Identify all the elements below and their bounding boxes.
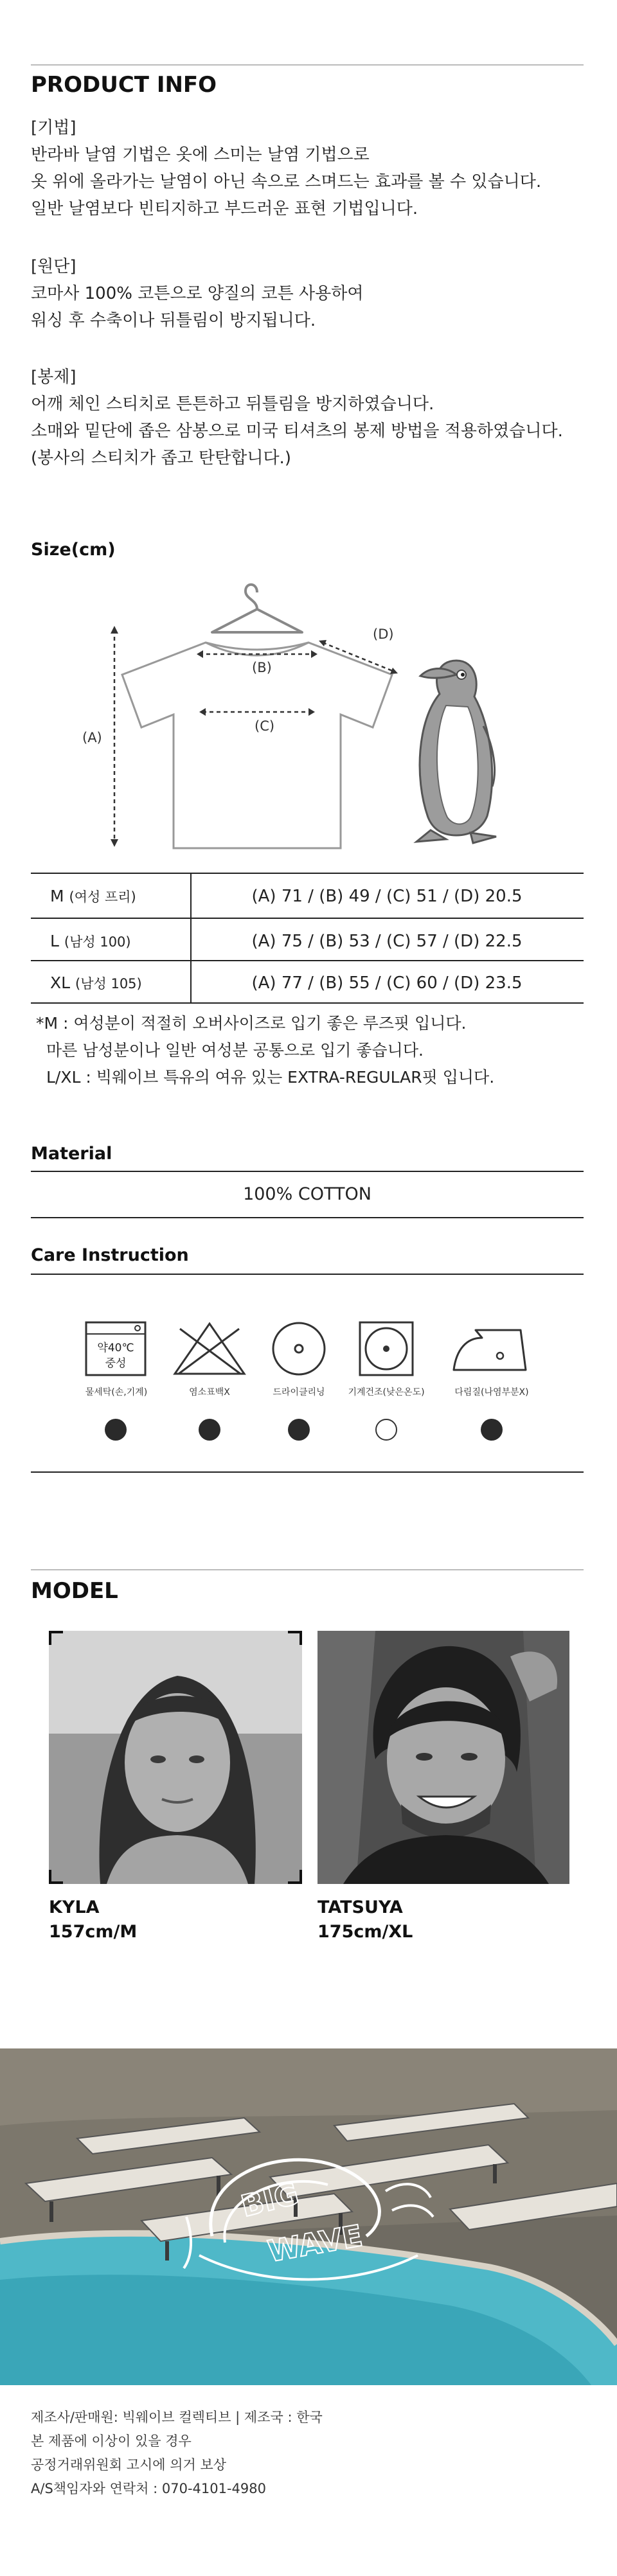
footer-contact: A/S책임자와 연락처 : 070-4101-4980 (31, 2481, 266, 2496)
size-name: L (50, 932, 59, 950)
model-name: TATSUYA (317, 1897, 403, 1917)
model-spec: 157cm/M (49, 1922, 138, 1942)
model-card-tatsuya (317, 1896, 413, 1944)
size-table-bottom-line (31, 1002, 584, 1004)
care-indicator-dot-empty (375, 1419, 397, 1441)
iron-icon (450, 1324, 533, 1375)
care-label: 드라이클리닝 (273, 1387, 325, 1398)
care-indicator-dot (481, 1419, 503, 1441)
top-divider (31, 64, 584, 66)
no-bleach-icon (171, 1320, 248, 1378)
technique-section (31, 114, 584, 222)
size-note: (남성 105) (75, 976, 142, 991)
care-label: 물세탁(손,기계) (85, 1387, 148, 1398)
size-note: (남성 100) (64, 934, 131, 950)
diagram-label-b: (B) (252, 660, 272, 675)
section-line: 워싱 후 수축이나 뒤틀림이 방지됩니다. (31, 311, 316, 330)
fabric-section (31, 253, 584, 334)
photo-frame-marks (49, 1631, 302, 1884)
size-row-divider (31, 960, 584, 961)
care-label: 염소표백X (189, 1387, 230, 1398)
diagram-label-a: (A) (82, 730, 102, 745)
section-heading: [원단] (31, 257, 76, 276)
size-row-m (31, 875, 584, 918)
size-row-divider (31, 918, 584, 919)
size-note-3: L/XL : 빅웨이브 특유의 여유 있는 EXTRA-REGULAR핏 입니다. (46, 1068, 495, 1087)
care-label: 기계건조(낮은온도) (348, 1387, 425, 1398)
size-row-l (31, 920, 584, 963)
footer-line: 공정거래위원회 고시에 의거 보상 (31, 2457, 227, 2473)
dry-clean-icon (270, 1320, 328, 1378)
care-title: Care Instruction (31, 1245, 189, 1265)
material-bottom-line (31, 1217, 584, 1218)
material-title: Material (31, 1144, 112, 1164)
model-divider (31, 1569, 584, 1570)
care-indicator-dot (288, 1419, 310, 1441)
section-line: 어깨 체인 스티치로 튼튼하고 뒤틀림을 방지하였습니다. (31, 395, 434, 414)
model-name: KYLA (49, 1897, 100, 1917)
tshirt-size-diagram (71, 578, 405, 855)
hanger-icon (212, 585, 302, 632)
diagram-label-c: (C) (255, 718, 275, 734)
sewing-section (31, 364, 584, 472)
section-line: 일반 날염보다 빈티지하고 부드러운 표현 기법입니다. (31, 199, 418, 218)
penguin-mascot-icon (411, 649, 501, 848)
size-note-1: *M : 여성분이 적절히 오버사이즈로 입기 좋은 루즈핏 입니다. (36, 1014, 467, 1033)
product-info-title: PRODUCT INFO (31, 72, 217, 98)
wash-icon-text: 약40℃ 중성 (97, 1342, 134, 1370)
svg-text:WAVE: WAVE (265, 2217, 365, 2269)
section-heading: [기법] (31, 118, 76, 138)
size-table-column-divider (190, 874, 192, 1004)
section-heading: [봉제] (31, 368, 76, 387)
section-line: 옷 위에 올라가는 날염이 아닌 속으로 스며드는 효과를 볼 수 있습니다. (31, 172, 542, 191)
tumble-dry-icon (357, 1320, 415, 1378)
size-name: M (50, 887, 64, 905)
size-note: (여성 프리) (69, 889, 136, 905)
care-indicator-dot (105, 1419, 127, 1441)
section-line: 반라바 날염 기법은 옷에 스미는 날염 기법으로 (31, 145, 370, 164)
model-photo-tatsuya (317, 1631, 569, 1884)
care-bottom-line (31, 1471, 584, 1473)
footer-line: 본 제품에 이상이 있을 경우 (31, 2433, 192, 2449)
model-title: MODEL (31, 1578, 118, 1604)
size-title: Size(cm) (31, 540, 116, 560)
material-value: 100% COTTON (243, 1184, 371, 1204)
size-values: (A) 75 / (B) 53 / (C) 57 / (D) 22.5 (251, 932, 523, 951)
size-note-2: 마른 남성분이나 일반 여성분 공통으로 입기 좋습니다. (46, 1041, 424, 1060)
big-wave-logo (174, 2140, 443, 2294)
model-spec: 175cm/XL (317, 1922, 413, 1942)
diagram-label-d: (D) (373, 626, 394, 642)
size-values: (A) 71 / (B) 49 / (C) 51 / (D) 20.5 (251, 887, 523, 906)
size-values: (A) 77 / (B) 55 / (C) 60 / (D) 23.5 (251, 973, 523, 993)
size-name: XL (50, 973, 71, 992)
section-line: (봉사의 스티치가 좁고 탄탄합니다.) (31, 449, 291, 468)
care-top-line (31, 1274, 584, 1275)
care-label: 다림질(나염부분X) (454, 1387, 529, 1398)
section-line: 소매와 밑단에 좁은 삼봉으로 미국 티셔츠의 봉제 방법을 적용하였습니다. (31, 422, 563, 441)
svg-text:BIG: BIG (237, 2176, 302, 2224)
size-table-top-line (31, 873, 584, 874)
size-row-xl (31, 962, 584, 1004)
care-indicator-dot (199, 1419, 220, 1441)
model-card-kyla (49, 1896, 137, 1944)
footer-line: 제조사/판매원: 빅웨이브 컬렉티브 | 제조국 : 한국 (31, 2410, 323, 2425)
section-line: 코마사 100% 코튼으로 양질의 코튼 사용하여 (31, 284, 364, 303)
